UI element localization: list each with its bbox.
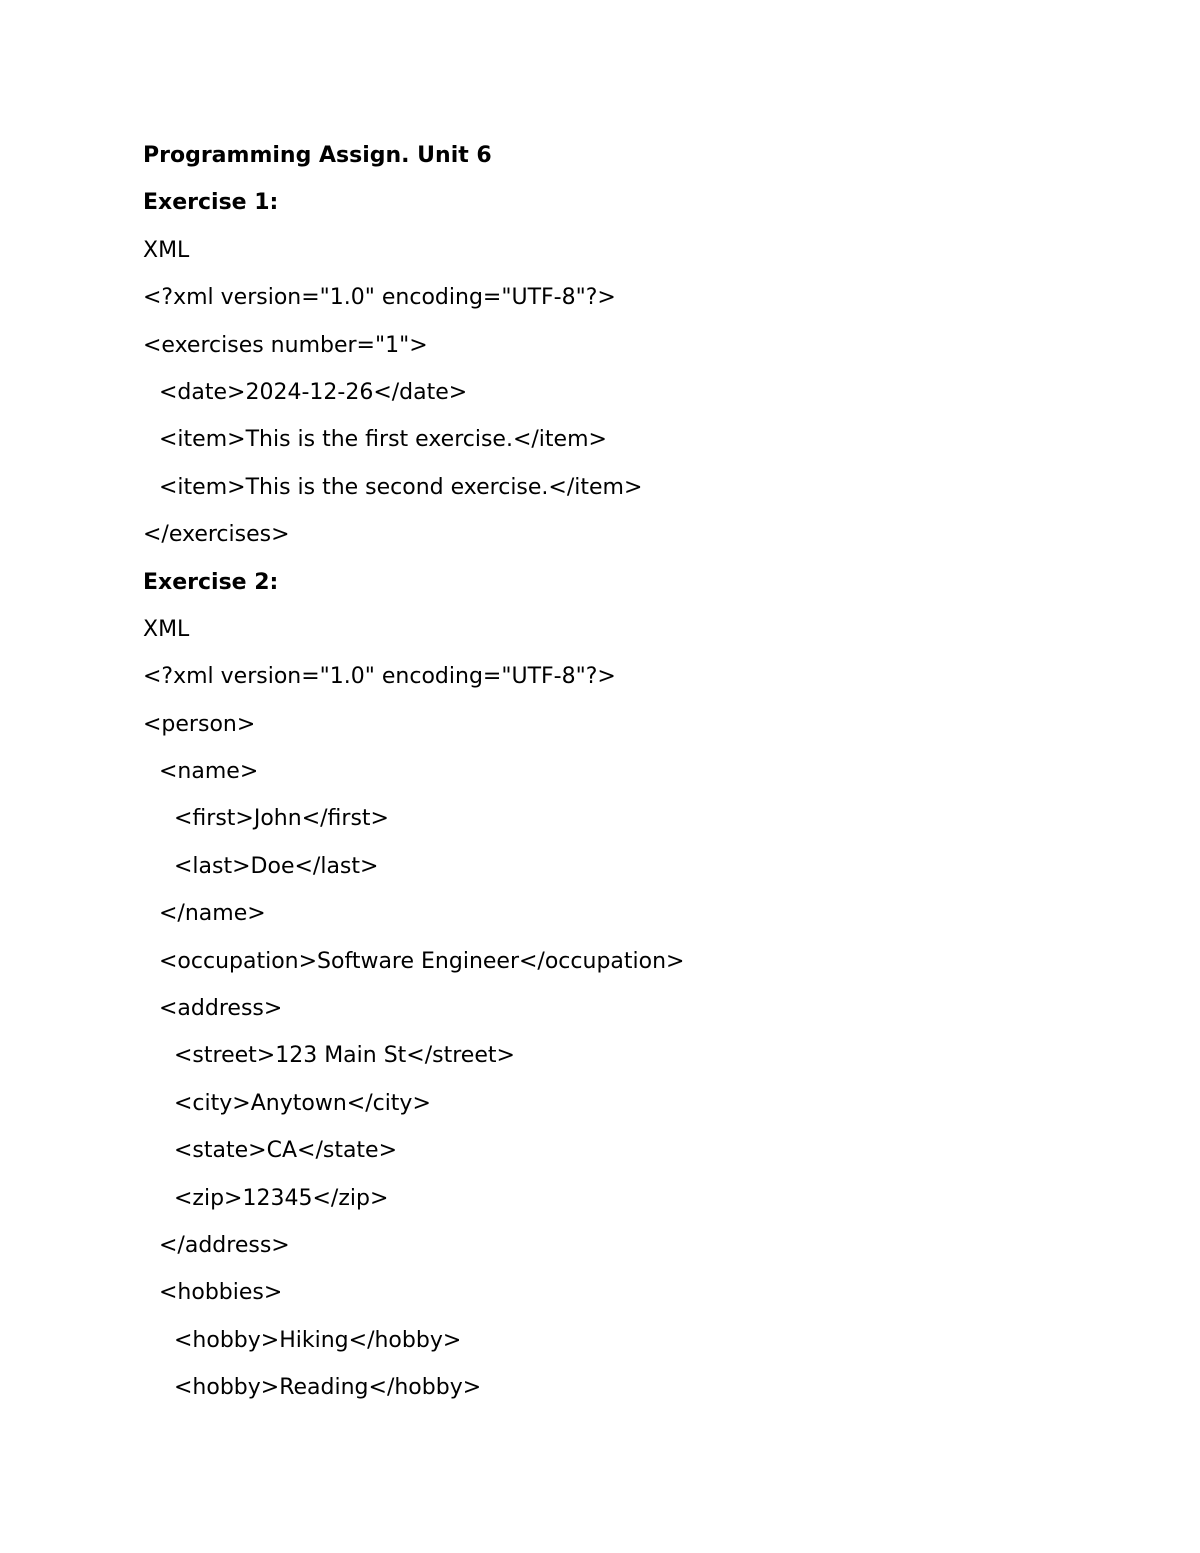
code-line: <hobby>Reading</hobby> <box>174 1375 482 1401</box>
code-line: </exercises> <box>143 522 290 548</box>
code-line: <address> <box>159 996 283 1022</box>
code-line: <exercises number="1"> <box>143 332 428 358</box>
code-line: <occupation>Software Engineer</occupation> <box>159 948 685 974</box>
code-line: </address> <box>159 1232 290 1258</box>
code-line: </name> <box>159 901 266 927</box>
exercise-2-heading: Exercise 2: <box>143 569 279 595</box>
code-line: <date>2024-12-26</date> <box>159 379 468 405</box>
exercise-2-code-block <box>143 657 1143 1415</box>
code-line: <city>Anytown</city> <box>174 1090 431 1116</box>
code-line: <name> <box>159 759 259 785</box>
code-line: <?xml version="1.0" encoding="UTF-8"?> <box>143 664 616 690</box>
exercise-1-language-label: XML <box>143 237 190 263</box>
exercise-2-language-label: XML <box>143 616 190 642</box>
code-line: <hobby>Hiking</hobby> <box>174 1327 462 1353</box>
exercise-1-heading: Exercise 1: <box>143 190 279 216</box>
code-line: <person> <box>143 711 256 737</box>
document-title: Programming Assign. Unit 6 <box>143 143 492 168</box>
code-line: <item>This is the first exercise.</item> <box>159 427 607 453</box>
code-line: <hobbies> <box>159 1280 283 1306</box>
code-line: <item>This is the second exercise.</item> <box>159 474 643 500</box>
code-line: <street>123 Main St</street> <box>174 1043 515 1069</box>
code-line: <first>John</first> <box>174 806 389 832</box>
code-line: <zip>12345</zip> <box>174 1185 389 1211</box>
code-line: <?xml version="1.0" encoding="UTF-8"?> <box>143 285 616 311</box>
code-line: <last>Doe</last> <box>174 853 379 879</box>
code-line: <state>CA</state> <box>174 1138 398 1164</box>
exercise-1-code-block <box>143 278 1143 562</box>
document-body <box>143 136 1143 1416</box>
